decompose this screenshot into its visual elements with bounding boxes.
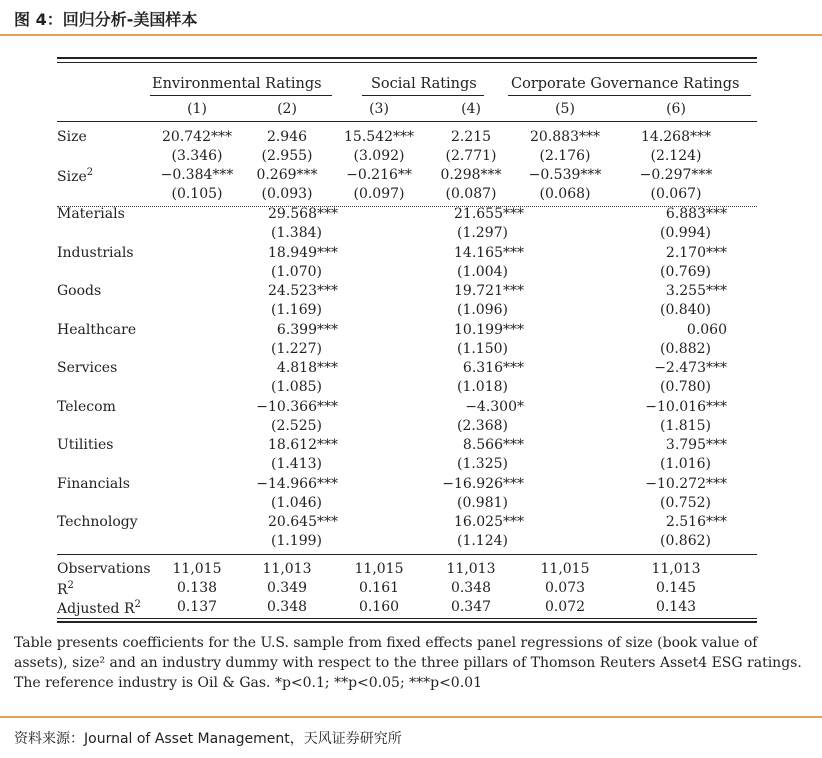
se-cell: (2.771)	[445, 148, 497, 164]
stat-label-superscript: 2	[67, 580, 74, 592]
stat-cell: 0.073	[544, 580, 586, 596]
industry-se-env: (1.046)	[270, 494, 322, 511]
industry-label-text: Telecom	[57, 398, 116, 415]
se-cell: (0.097)	[353, 186, 405, 202]
industry-se-governance: (0.780)	[659, 379, 711, 395]
industry-coef-governance: 2.516***	[665, 514, 727, 530]
se-cell: (2.955)	[261, 148, 313, 164]
industry-coef-social: −16.926***	[442, 475, 524, 492]
se-cell: (0.087)	[445, 186, 497, 202]
coef-cell: 20.883***	[530, 129, 600, 145]
industry-se-env: (1.169)	[270, 302, 322, 318]
industry-coef-governance: 3.795***	[665, 437, 727, 453]
stat-cell: 0.137	[176, 599, 218, 615]
industry-se-social: (1.150)	[456, 340, 508, 357]
column-number: (4)	[461, 101, 481, 117]
industry-coef-social: 14.165***	[454, 244, 524, 261]
se-cell: (0.093)	[261, 186, 313, 202]
stat-cell: 0.160	[358, 599, 400, 615]
coef-cell: −0.384***	[160, 167, 234, 183]
table-top-rule	[57, 57, 757, 59]
industry-coef-social: 6.316***	[462, 360, 524, 376]
industry-se-social: (1.004)	[456, 263, 508, 280]
industry-se-env: (1.227)	[270, 340, 322, 357]
table-note: Table presents coefficients for the U.S. sample from fixed effects panel regressions of size (book value of assets), size² and an industry dummy with respect to the three pillars of Thomson Reuters Asset4 ESG ratings. The reference industry is Oil & Gas. *p<0.1; **p<0.05; ***p<0.01	[14, 635, 802, 691]
industry-se-governance: (1.016)	[659, 456, 711, 472]
industry-coef-env: 18.612***	[268, 437, 338, 453]
industry-se-env: (1.199)	[270, 533, 322, 549]
stat-cell: 0.348	[450, 580, 492, 596]
industry-coef-governance: 2.170***	[665, 244, 727, 261]
stats-rule	[57, 554, 757, 555]
row-label	[57, 129, 87, 145]
industry-coef-env: 29.568***	[268, 206, 338, 222]
stat-cell: 0.145	[655, 580, 697, 596]
column-number: (5)	[555, 101, 575, 117]
industry-se-governance: (0.994)	[659, 225, 711, 241]
industry-coef-env: 20.645***	[268, 514, 338, 530]
industry-label-text: Healthcare	[57, 321, 137, 338]
stat-cell: 11,015	[540, 561, 590, 577]
table-bottom-rule-thin	[57, 618, 757, 619]
industry-label-text: Technology	[57, 514, 138, 530]
industry-se-governance: (1.815)	[659, 417, 711, 434]
header-rule	[57, 121, 757, 122]
industry-coef-env: 18.949***	[268, 244, 338, 261]
table-top-rule-thin	[57, 62, 757, 63]
group-header-social: Social Ratings	[371, 76, 477, 92]
industry-coef-governance: −10.016***	[645, 398, 727, 415]
industry-se-social: (0.981)	[456, 494, 508, 511]
stat-label-text: R	[57, 581, 68, 598]
industry-label	[57, 206, 125, 222]
industry-coef-env: 24.523***	[268, 283, 338, 299]
industry-label	[57, 437, 113, 453]
industry-se-env: (2.525)	[270, 417, 322, 434]
industry-coef-social: 16.025***	[454, 514, 524, 530]
industry-se-social: (1.297)	[456, 225, 508, 241]
stat-cell: 0.347	[450, 599, 492, 615]
group-underline-environmental	[150, 95, 332, 96]
industry-se-governance: (0.882)	[659, 340, 711, 357]
column-number: (6)	[666, 101, 686, 117]
industry-label-text: Materials	[57, 206, 125, 222]
group-underline-governance	[508, 95, 751, 96]
industry-coef-social: 21.655***	[454, 206, 524, 222]
stat-cell: 0.161	[358, 580, 400, 596]
coef-cell: 2.215	[450, 129, 492, 145]
industry-label-text: Utilities	[57, 437, 114, 453]
stat-cell: 11,015	[172, 561, 222, 577]
stat-cell: 0.348	[266, 599, 308, 615]
industry-se-governance: (0.862)	[659, 533, 711, 549]
stat-cell: 11,013	[446, 561, 496, 577]
industry-se-governance: (0.840)	[659, 302, 711, 318]
stat-label	[57, 597, 141, 617]
industry-label-text: Services	[57, 360, 118, 376]
stat-label-text: Adjusted R	[57, 600, 135, 617]
stat-cell: 0.072	[544, 599, 586, 615]
industry-label	[57, 322, 136, 338]
table-bottom-rule	[57, 621, 757, 623]
stat-cell: 0.143	[655, 599, 697, 615]
industry-coef-governance: 3.255***	[665, 283, 727, 299]
row-label-superscript: 2	[86, 167, 94, 179]
stat-cell: 0.349	[266, 580, 308, 596]
group-underline-social	[362, 95, 484, 96]
figure-title: 图 4：回归分析-美国样本	[14, 10, 198, 29]
industry-label-text: Industrials	[57, 244, 134, 261]
source-line: 资料来源：Journal of Asset Management，天风证券研究所	[14, 731, 402, 747]
industry-coef-social: 19.721***	[454, 283, 524, 299]
industry-se-governance: (0.769)	[659, 263, 711, 280]
industry-se-env: (1.413)	[270, 456, 322, 472]
coef-cell: −0.216**	[346, 167, 412, 183]
se-cell: (2.124)	[650, 148, 702, 164]
row-label-text: Size	[57, 168, 87, 185]
se-cell: (0.068)	[539, 186, 591, 202]
industry-label	[57, 399, 116, 415]
industry-se-governance: (0.752)	[659, 494, 711, 511]
industry-label-text: Financials	[57, 475, 130, 492]
industry-coef-social: −4.300*	[465, 398, 524, 415]
industry-coef-governance: −10.272***	[645, 475, 727, 492]
industry-coef-governance: −2.473***	[654, 360, 727, 376]
top-divider	[0, 34, 822, 36]
industry-se-env: (1.384)	[270, 225, 322, 241]
coef-cell: −0.297***	[639, 167, 713, 183]
stat-cell: 11,015	[354, 561, 404, 577]
se-cell: (3.092)	[353, 148, 405, 164]
coef-cell: −0.539***	[528, 167, 602, 183]
industry-se-social: (1.325)	[456, 456, 508, 472]
industry-coef-env: −10.366***	[256, 398, 338, 415]
industry-coef-env: −14.966***	[256, 475, 338, 492]
coef-cell: 15.542***	[344, 129, 414, 145]
group-header-environmental: Environmental Ratings	[152, 76, 322, 92]
row-label	[57, 165, 93, 185]
se-cell: (0.105)	[171, 186, 223, 202]
industry-se-social: (2.368)	[456, 417, 508, 434]
stat-label	[57, 578, 74, 598]
coef-cell: 14.268***	[641, 129, 711, 145]
industry-se-social: (1.018)	[456, 379, 508, 395]
se-cell: (0.067)	[650, 186, 702, 202]
industry-label	[57, 514, 138, 530]
coef-cell: 20.742***	[162, 129, 232, 145]
se-cell: (2.176)	[539, 148, 591, 164]
stat-label-superscript: 2	[134, 599, 141, 611]
industry-label	[57, 476, 130, 492]
stat-cell: 11,013	[651, 561, 701, 577]
column-number: (1)	[187, 101, 207, 117]
group-header-governance: Corporate Governance Ratings	[511, 76, 740, 92]
industry-coef-governance: 6.883***	[665, 206, 727, 222]
industry-coef-social: 10.199***	[454, 321, 524, 338]
stat-label	[57, 561, 151, 577]
stat-label-text: Observations	[57, 561, 151, 577]
industry-coef-social: 8.566***	[462, 437, 524, 453]
column-number: (2)	[277, 101, 297, 117]
stat-cell: 0.138	[176, 580, 218, 596]
industry-label-text: Goods	[57, 283, 102, 299]
column-number: (3)	[369, 101, 389, 117]
coef-cell: 0.269***	[256, 167, 318, 183]
coef-cell: 0.298***	[440, 167, 502, 183]
se-cell: (3.346)	[171, 148, 223, 164]
industry-coef-env: 4.818***	[276, 360, 338, 376]
industry-se-social: (1.096)	[456, 302, 508, 318]
bottom-divider	[0, 716, 822, 718]
industry-label	[57, 245, 134, 261]
coef-cell: 2.946	[266, 129, 308, 145]
industry-coef-governance: 0.060	[686, 321, 727, 338]
industry-se-social: (1.124)	[456, 533, 508, 549]
industry-se-env: (1.070)	[270, 263, 322, 280]
dotted-separator	[57, 206, 757, 207]
industry-se-env: (1.085)	[270, 379, 322, 395]
industry-coef-env: 6.399***	[276, 321, 338, 338]
row-label-text: Size	[57, 129, 87, 145]
industry-label	[57, 283, 101, 299]
stat-cell: 11,013	[262, 561, 312, 577]
industry-label	[57, 360, 117, 376]
